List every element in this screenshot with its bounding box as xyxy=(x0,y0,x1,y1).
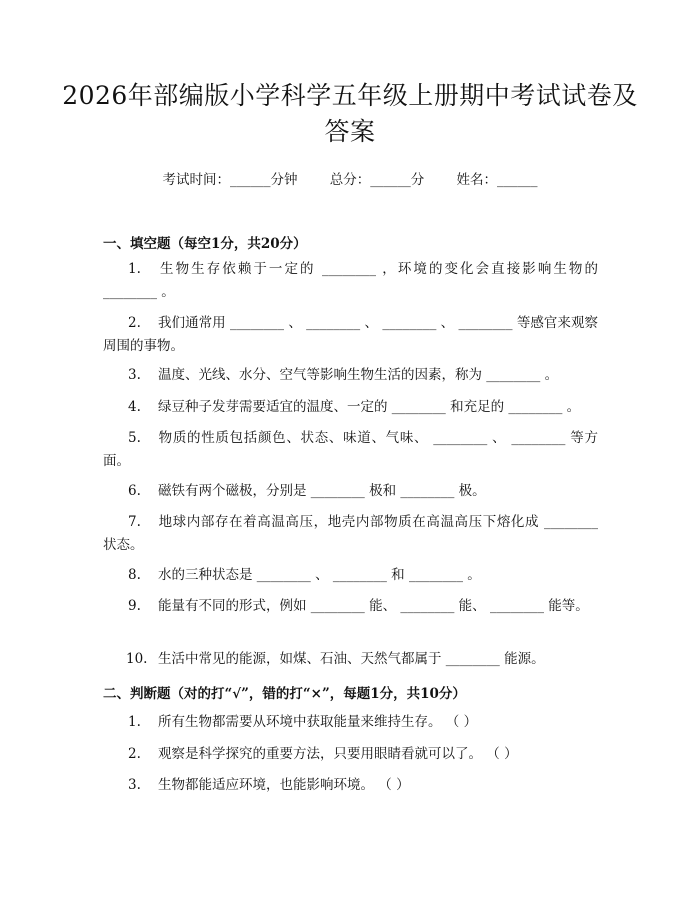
question-item: 5. 物质的性质包括颜色、状态、味道、气味、 ________ 、 ________ 等方面。 xyxy=(103,430,598,469)
question-item: 3. 温度、光线、水分、空气等影响生物生活的因素，称为 ________ 。 xyxy=(128,367,559,383)
question-item: 1. 所有生物都需要从环境中获取能量来维持生存。 （ ） xyxy=(128,714,478,730)
question-item: 7. 地球内部存在着高温高压，地壳内部物质在高温高压下熔化成 ________ 状态。 xyxy=(103,514,598,553)
page-title: 2026年部编版小学科学五年级上册期中考试试卷及答案 xyxy=(62,81,638,146)
section-heading-true-false: 二、判断题（对的打“√”，错的打“×”，每题1分，共10分） xyxy=(103,686,466,702)
question-item: 6. 磁铁有两个磁极，分别是 ________ 极和 ________ 极。 xyxy=(128,483,486,499)
exam-time: 考试时间：______分钟 xyxy=(162,172,298,188)
question-item: 1. 生物生存依赖于一定的 ________ ，环境的变化会直接影响生物的 ________ 。 xyxy=(103,261,598,300)
question-item: 10. 生活中常见的能源，如煤、石油、天然气都属于 ________ 能源。 xyxy=(126,651,545,667)
question-item: 9. 能量有不同的形式，例如 ________ 能、 ________ 能、 ________ 能等。 xyxy=(128,598,589,614)
question-item: 3. 生物都能适应环境，也能影响环境。 （ ） xyxy=(128,777,410,793)
question-item: 2. 观察是科学探究的重要方法，只要用眼睛看就可以了。 （ ） xyxy=(128,746,518,762)
section-heading-fill-blank: 一、填空题（每空1分，共20分） xyxy=(103,236,307,252)
question-item: 4. 绿豆种子发芽需要适宜的温度、一定的 ________ 和充足的 ________ 。 xyxy=(128,399,581,415)
exam-name: 姓名：______ xyxy=(456,172,538,188)
exam-score: 总分：______分 xyxy=(329,172,425,188)
question-item: 8. 水的三种状态是 ________ 、 ________ 和 ________ 。 xyxy=(128,567,481,583)
question-item: 2. 我们通常用 ________ 、 ________ 、 ________ 、 ________ 等感官来观察周围的事物。 xyxy=(103,315,598,354)
exam-info xyxy=(0,168,700,188)
